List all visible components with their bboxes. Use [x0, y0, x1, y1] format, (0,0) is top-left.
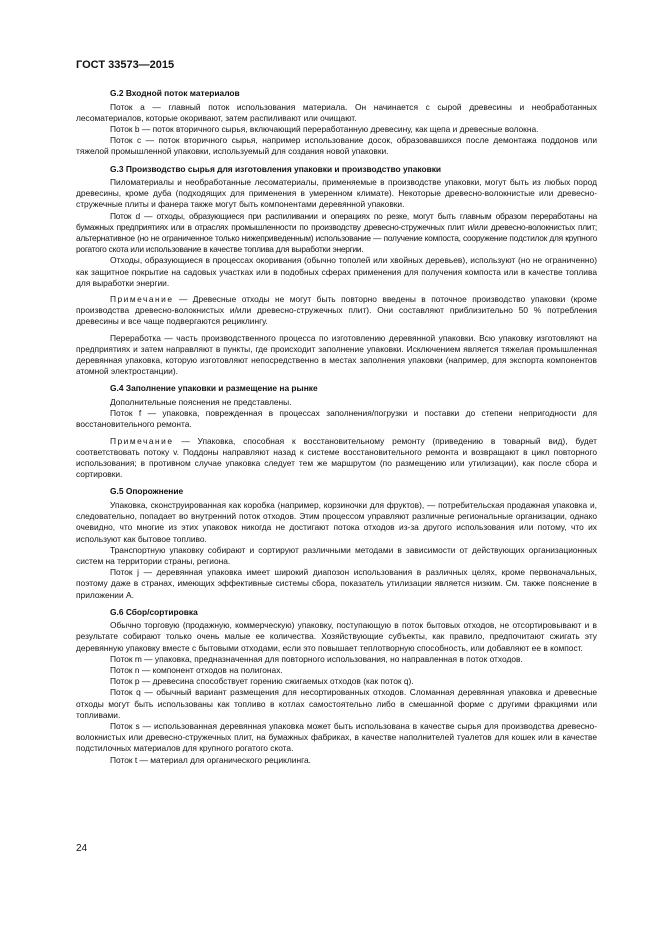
paragraph: Отходы, образующиеся в процессах окоривания (обычно тополей или хвойных деревьев), используют (но не ограниченно) как защитное покрытие на садовых участках или в подобных сферах применения для получения компоста или в качестве топлива для выработки энергии. [76, 255, 597, 288]
paragraph: Транспортную упаковку собирают и сортируют различными методами в зависимости от действующих организационных систем на территории страны, региона. [76, 544, 597, 566]
standard-number: ГОСТ 33573—2015 [76, 59, 175, 71]
section-title: G.4 Заполнение упаковки и размещение на рынке [110, 383, 318, 394]
section-title: G.6 Сбор/сортировка [110, 606, 198, 617]
paragraph: Обычно торговую (продажную, коммерческую) упаковку, поступающую в поток бытовых отходов, не отсортировывают и в результате собирают только очень малые ее количества. Хозяйствующие субъекты, как правило, предпочитают сжигать эту деревянную упаковку вместе с бытовыми отходами, если это повышает теплотворную способность, или добавляют ее в компост. [76, 620, 597, 653]
note-text: — Упаковка, способная к восстановительному ремонту (приведению в товарный вид), будет соответствовать потоку v. Поддоны направляют назад к системе восстановительного ремонта и возвращают в цикл повторного использования; в противном случае упаковка следует тем же маршрутом (по размещению или утилизации), как после сбора и сортировки. [76, 435, 597, 480]
paragraph: Поток j — деревянная упаковка имеет широкий диапозон использования в различных целях, кроме первоначальных, поэтому даже в странах, имеющих эффективные системы сбора, показатель утилизации является низким. См. также пояснение в приложении А. [76, 567, 597, 600]
section-g5 [76, 486, 597, 600]
paragraph: Поток b — поток вторичного сырья, включающий переработанную древесину, как щепа и древесные волокна. [110, 123, 539, 134]
section-g6 [76, 607, 597, 766]
paragraph: Поток n — компонент отходов на полигонах. [110, 665, 283, 676]
page-number: 24 [76, 843, 88, 854]
section-g4 [76, 383, 597, 480]
paragraph: Поток t — материал для органического рециклинга. [110, 754, 311, 765]
paragraph: Поток m — упаковка, предназначенная для повторного использования, но направленная в поток отходов. [110, 653, 523, 664]
paragraph: Поток f — упаковка, поврежденная в процессах заполнения/погрузки и поставки до степени непригодности для восстановительного ремонта. [76, 408, 597, 430]
paragraph: Поток p — древесина способствует горению сжигаемых отходов (как поток q). [110, 676, 414, 687]
section-g3 [76, 164, 597, 378]
paragraph: Поток d — отходы, образующиеся при распиливании и операциях по резке, могут быть главным образом переработаны на бумажных предприятиях или в отраслях промышленности по производству древесно-стружечных плит и/или древесно-волокнистых плит; альтернативное (но не ограниченное только нижеприведенным) использование — получение компоста, сооружение подстилок для крупного рогатого скота или использование в качестве топлива для выработки энергии. [76, 210, 597, 255]
section-g2 [76, 88, 597, 158]
paragraph: Поток q — обычный вариант размещения для несортированных отходов. Сломанная деревянная упаковка и древесные отходы могут быть использованы как топливо в котлах самостоятельно либо в смешанной форме с другими фракциями или топливами. [76, 687, 597, 720]
note-text: — Древесные отходы не могут быть повторно введены в поточное производство упаковки (кроме производства древесно-волокнистых и/или древесно-стружечных плит). Они составляют приблизительно 50 % потребления древесины и все чаще подвергаются рециклингу. [76, 294, 597, 327]
note [76, 294, 597, 328]
note-label: Примечание [110, 294, 174, 305]
paragraph: Переработка — часть производственного процесса по изготовлению деревянной упаковки. Всю упаковку изготовляют на предприятиях и затем направляют в пункты, где происходит заполнение упаковки. Исключением является тяжелая промышленная деревянная упаковка, которую изготовляют непосредственно в местах заполнения упаковки (например, для экспорта компонентов атомной электростанции). [76, 332, 597, 377]
section-title: G.2 Входной поток материалов [110, 88, 240, 98]
paragraph: Поток c — поток вторичного сырья, например использование досок, образовавшихся после демонтажа поддонов или тяжелой промышленной упаковки, используемый для создания новой упаковки. [76, 135, 597, 157]
paragraph: Дополнительные пояснения не представлены. [110, 396, 292, 407]
note [76, 436, 597, 481]
paragraph: Упаковка, сконструированная как коробка (например, корзиночки для фруктов), — потребительская продажная упаковка и, следовательно, попадает во внутренний поток отходов. Этим процессом управляют различные региональные организации, однако очевидно, что многие из этих упаковок никогда не достигают потока отходов из-за другого использования или потому, что их используют как бытовое топливо. [76, 499, 597, 544]
paragraph: Поток a — главный поток использования материала. Он начинается с сырой древесины и необработанных лесоматериалов, которые окоривают, затем распиливают или очищают. [76, 101, 597, 123]
note-label: Примечание [110, 435, 174, 446]
paragraph: Поток s — использованная деревянная упаковка может быть использована в качестве сырья для производства древесно-волокнистых или древесно-стружечных плит, на бумажных фабриках, в качестве наполнителей туалетов для кошек или в качестве подстилочных материалов для крупного рогатого скота. [76, 721, 597, 754]
section-title: G.3 Производство сырья для изготовления упаковки и производство упаковки [110, 163, 442, 174]
section-title: G.5 Опорожнение [110, 486, 184, 497]
document-body [76, 88, 597, 766]
paragraph: Пиломатериалы и необработанные лесоматериалы, применяемые в производстве упаковки, могут быть из любых пород древесины, кроме дуба (подходящих для применения в умеренном климате). Некоторые древесно-волокнистые или древесно-стружечные плиты и фанера также могут быть компонентами деревянной упаковки. [76, 177, 597, 210]
